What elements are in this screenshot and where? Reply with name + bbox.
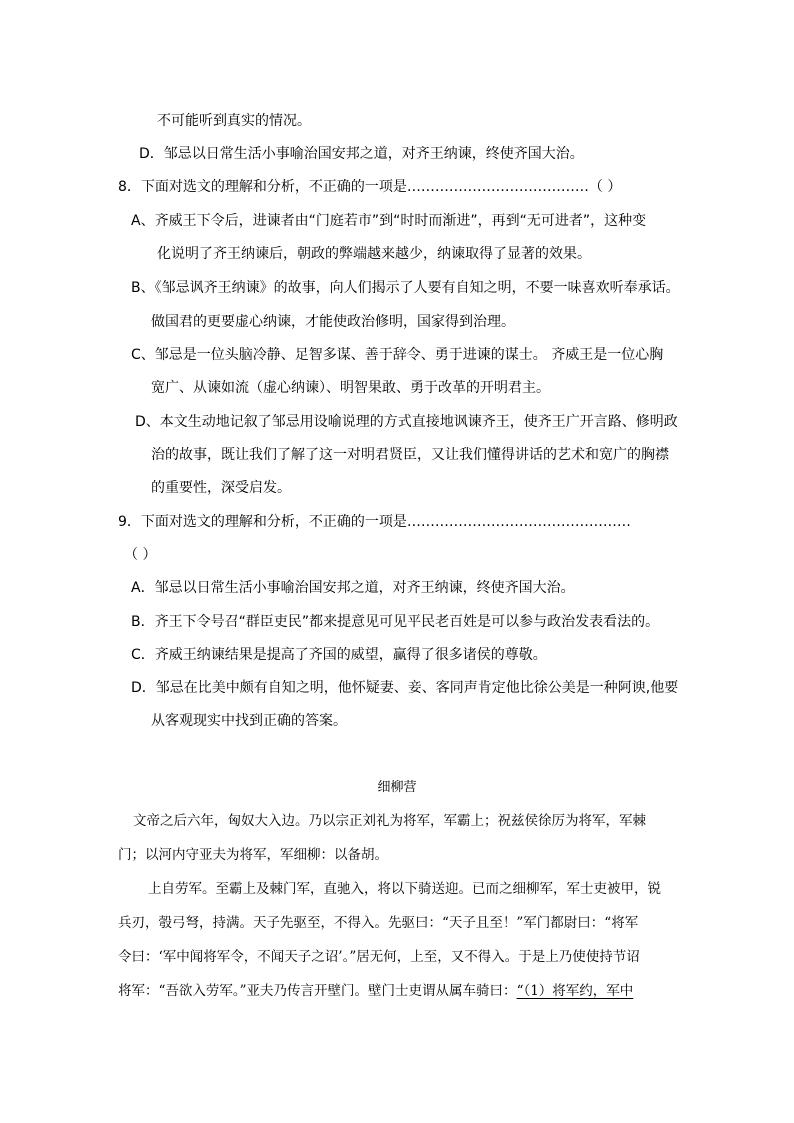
q9-option-b: B．齐王下令号召“群臣吏民”都来提意见可见平民老百姓是可以参与政治发表看法的。	[131, 614, 660, 630]
q8-stem: 8．下面对选文的理解和分析，不正确的一项是…………………………………（ ）	[118, 179, 622, 195]
q8-option-c-line1: C、邹忌是一位头脑冷静、足智多谋、善于辞令、勇于进谏的谋士。 齐威王是一位心胸	[131, 347, 664, 363]
passage-p1-line1: 文帝之后六年，匈奴大入边。乃以宗正刘礼为将军，军霸上；祝兹侯徐厉为将军，军棘	[133, 813, 646, 829]
q9-option-a: A．邹忌以日常生活小事喻治国安邦之道，对齐王纳谏，终使齐国大治。	[131, 580, 575, 596]
q8-option-a-line1: A、齐威王下令后，进谏者由“门庭若市”到“时时而渐进”，再到“无可进者”，这种变	[131, 213, 647, 229]
passage-p1-line2: 门；以河内守亚夫为将军，军细柳：以备胡。	[118, 847, 388, 863]
passage-p2-line4-text: 将军：“吾欲入劳军。”亚夫乃传言开壁门。壁门士吏谓从属车骑曰：	[118, 983, 517, 999]
q9-option-d-line1: D．邹忌在比美中颇有自知之明，他怀疑妻、妾、客同声肯定他比徐公美是一种阿谀,他要	[131, 680, 679, 696]
passage-p2-line1: 上自劳军。至霸上及棘门军，直驰入，将以下骑送迎。已而之细柳军，军士吏被甲，锐	[148, 881, 661, 897]
q9-answer-paren: （ ）	[124, 547, 157, 563]
passage-p2-line3: 令曰：‘军中闻将军令，不闻天子之诏’。”居无何，上至，又不得入。于是上乃使使持节诏	[118, 949, 640, 965]
q8-option-a-line2: 化说明了齐王纳谏后，朝政的弊端越来越少，纳谏取得了显著的效果。	[157, 246, 591, 262]
q8-option-d-line3: 的重要性，深受启发。	[151, 480, 291, 496]
q8-option-c-line2: 宽广、从谏如流（虚心纳谏）、明智果敢、勇于改革的开明君主。	[151, 380, 550, 396]
q9-option-d-line2: 从客观现实中找到正确的答案。	[151, 713, 347, 729]
passage-p2-line4	[118, 979, 633, 999]
q7-option-d: D．邹忌以日常生活小事喻治国安邦之道，对齐王纳谏，终使齐国大治。	[139, 146, 584, 162]
q8-option-b-line1: B、《邹忌讽齐王纳谏》的故事，向人们揭示了人要有自知之明，不要一味喜欢听奉承话。	[131, 280, 680, 296]
q8-option-d-line2: 治的故事，既让我们了解了这一对明君贤臣，又让我们懂得讲话的艺术和宽广的胸襟	[151, 447, 669, 463]
q8-option-b-line2: 做国君的更要虚心纳谏，才能使政治修明，国家得到治理。	[151, 314, 515, 330]
q9-option-c: C．齐威王纳谏结果是提高了齐国的威望，赢得了很多诸侯的尊敬。	[131, 647, 547, 663]
q8-option-d-line1: D、本文生动地记叙了邹忌用设喻说理的方式直接地讽谏齐王，使齐王广开言路、修明政	[135, 414, 678, 430]
q7-option-c-continuation: 不可能听到真实的情况。	[157, 113, 311, 129]
passage-title: 细柳营	[377, 780, 417, 795]
passage-p2-line2: 兵刃，彀弓弩，持满。天子先驱至，不得入。先驱曰：“天子且至！”军门都尉曰：“将军	[118, 915, 639, 931]
q9-stem: 9．下面对选文的理解和分析，不正确的一项是…………………………………………	[118, 514, 631, 530]
underlined-sentence-1: “（1）将军约，军中	[516, 983, 634, 999]
